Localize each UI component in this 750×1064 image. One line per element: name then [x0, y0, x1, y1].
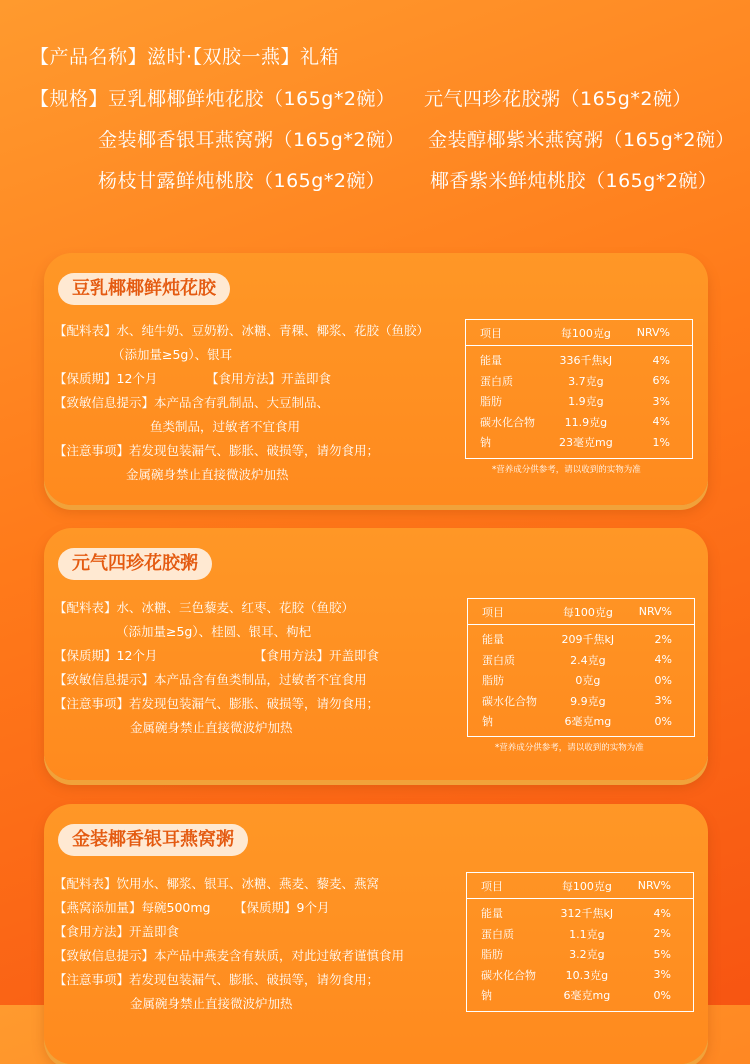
allergen-line-cont: 鱼类制品，过敏者不宜食用 — [150, 419, 301, 434]
table-cell: 钠 — [482, 715, 493, 729]
table-cell: 钠 — [481, 989, 492, 1003]
table-cell: 能量 — [482, 633, 504, 647]
table-cell: 4% — [653, 906, 671, 920]
table-cell: 能量 — [481, 907, 503, 921]
card-title: 金装椰香银耳燕窝粥 — [58, 824, 248, 856]
caution-line: 【注意事项】若发现包装漏气、膨胀、破损等，请勿食用； — [54, 443, 380, 458]
table-cell: 9.9克g — [570, 694, 606, 708]
shelf-life: 【保质期】12个月 — [54, 371, 158, 386]
product-card — [44, 804, 708, 1064]
table-cell: 脂肪 — [480, 395, 502, 409]
col-header: 每100克g — [544, 599, 617, 625]
allergen-line: 【致敏信息提示】本产品中燕麦含有麸质，对此过敏者谨慎食用 — [54, 948, 405, 963]
col-header: NRV% — [616, 320, 692, 346]
nutrition-table — [467, 598, 695, 737]
table-cell: 碳水化合物 — [482, 694, 537, 708]
table-cell: 209千焦kJ — [561, 633, 615, 647]
spec-line-2-right: 金装醇椰紫米燕窝粥（165g*2碗） — [428, 129, 735, 151]
product-name: 【产品名称】滋时·【双胶一燕】礼箱 — [30, 46, 340, 68]
product-header — [0, 0, 750, 230]
table-row — [467, 944, 693, 965]
card-title: 元气四珍花胶粥 — [58, 548, 212, 580]
table-cell: 10.3克g — [565, 968, 609, 982]
table-cell: 2% — [654, 632, 672, 646]
table-cell: 4% — [652, 353, 670, 367]
usage: 【食用方法】开盖即食 — [54, 924, 180, 939]
bird-nest-row — [54, 896, 404, 920]
shelf-life: 【保质期】12个月 — [54, 648, 158, 663]
table-row — [467, 965, 693, 986]
table-cell: 1.9克g — [568, 395, 604, 409]
table-row — [468, 711, 694, 732]
table-cell: 1.1克g — [569, 927, 605, 941]
caution-line-cont: 金属碗身禁止直接微波炉加热 — [126, 467, 289, 482]
caution-line-cont: 金属碗身禁止直接微波炉加热 — [130, 996, 293, 1011]
table-cell: 2% — [653, 927, 671, 941]
table-cell: 6% — [652, 374, 670, 388]
table-cell: 蛋白质 — [481, 927, 514, 941]
table-row — [468, 691, 694, 712]
table-cell: 脂肪 — [482, 674, 504, 688]
ingredients-line: 【配料表】水、冰糖、三色藜麦、红枣、花胶（鱼胶） — [54, 600, 355, 615]
ingredients-line: 【配料表】水、纯牛奶、豆奶粉、冰糖、青稞、椰浆、花胶（鱼胶） — [54, 323, 430, 338]
table-cell: 6毫克mg — [564, 715, 612, 729]
table-cell: 336千焦kJ — [559, 354, 613, 368]
table-row — [468, 650, 694, 671]
table-cell: 0% — [654, 714, 672, 728]
table-cell: 3% — [654, 694, 672, 708]
nutrition-note: *营养成分供参考，请以收到的实物为准 — [495, 743, 644, 753]
card-info — [54, 319, 429, 487]
col-header: 项目 — [467, 873, 543, 899]
table-row — [466, 391, 692, 412]
spec-line-1-left: 【规格】豆乳椰椰鲜炖花胶（165g*2碗） — [30, 88, 396, 110]
caution-line: 【注意事项】若发现包装漏气、膨胀、破损等，请勿食用； — [54, 972, 380, 987]
shelf-life-row — [54, 644, 379, 668]
allergen-line: 【致敏信息提示】本产品含有鱼类制品，过敏者不宜食用 — [54, 672, 367, 687]
table-cell: 11.9克g — [564, 415, 608, 429]
table-cell: 3.7克g — [568, 374, 604, 388]
nutrition-table — [465, 319, 693, 459]
table-cell: 312千焦kJ — [560, 907, 614, 921]
col-header: 每100克g — [543, 873, 616, 899]
table-cell: 碳水化合物 — [481, 968, 536, 982]
table-cell: 碳水化合物 — [480, 415, 535, 429]
spec-line-1-right: 元气四珍花胶粥（165g*2碗） — [424, 88, 692, 110]
ingredients-line-cont: （添加量≥5g）、桂圆、银耳、枸杞 — [116, 624, 312, 639]
table-cell: 0克g — [575, 674, 601, 688]
ingredients-line: 【配料表】饮用水、椰浆、银耳、冰糖、燕麦、藜麦、燕窝 — [54, 876, 380, 891]
allergen-line: 【致敏信息提示】本产品含有乳制品、大豆制品、 — [54, 395, 330, 410]
ingredients-line-cont: （添加量≥5g）、银耳 — [112, 347, 233, 362]
table-cell: 能量 — [480, 354, 502, 368]
table-row — [466, 346, 692, 371]
col-header: NRV% — [617, 873, 693, 899]
bird-nest-amount: 【燕窝添加量】每碗500mg — [54, 900, 211, 915]
table-cell: 蛋白质 — [482, 653, 515, 667]
nutrition-note: *营养成分供参考，请以收到的实物为准 — [492, 465, 641, 475]
table-cell: 23毫克mg — [558, 436, 613, 450]
table-row — [466, 371, 692, 392]
table-cell: 4% — [652, 415, 670, 429]
table-cell: 0% — [654, 673, 672, 687]
table-cell: 6毫克mg — [563, 989, 611, 1003]
caution-line: 【注意事项】若发现包装漏气、膨胀、破损等，请勿食用； — [54, 696, 380, 711]
usage: 【食用方法】开盖即食 — [206, 371, 332, 386]
table-row — [467, 924, 693, 945]
table-cell: 2.4克g — [570, 653, 606, 667]
table-row — [467, 985, 693, 1006]
card-title: 豆乳椰椰鲜炖花胶 — [58, 273, 230, 305]
caution-line-cont: 金属碗身禁止直接微波炉加热 — [130, 720, 293, 735]
table-row — [468, 625, 694, 650]
table-cell: 钠 — [480, 436, 491, 450]
table-row — [466, 432, 692, 453]
table-cell: 蛋白质 — [480, 374, 513, 388]
col-header: 项目 — [466, 320, 542, 346]
shelf-life-row — [54, 367, 429, 391]
table-row — [467, 899, 693, 924]
product-card — [44, 528, 708, 780]
table-cell: 4% — [654, 653, 672, 667]
spec-line-2-left: 金装椰香银耳燕窝粥（165g*2碗） — [98, 129, 405, 151]
spec-line-3-left: 杨枝甘露鲜炖桃胶（165g*2碗） — [98, 170, 386, 192]
table-cell: 3% — [652, 394, 670, 408]
table-row — [468, 670, 694, 691]
product-card — [44, 253, 708, 505]
card-info — [54, 596, 379, 740]
card-info — [54, 872, 404, 1016]
usage: 【食用方法】开盖即食 — [254, 648, 380, 663]
table-cell: 3.2克g — [569, 948, 605, 962]
spec-line-3-right: 椰香紫米鲜炖桃胶（165g*2碗） — [430, 170, 718, 192]
table-cell: 0% — [653, 988, 671, 1002]
col-header: NRV% — [618, 599, 694, 625]
col-header: 项目 — [468, 599, 544, 625]
shelf-life: 【保质期】9个月 — [234, 900, 330, 915]
col-header: 每100克g — [542, 320, 616, 346]
table-cell: 1% — [652, 435, 670, 449]
table-row — [466, 412, 692, 433]
table-cell: 3% — [653, 968, 671, 982]
table-cell: 5% — [653, 947, 671, 961]
nutrition-table — [466, 872, 694, 1012]
table-cell: 脂肪 — [481, 948, 503, 962]
